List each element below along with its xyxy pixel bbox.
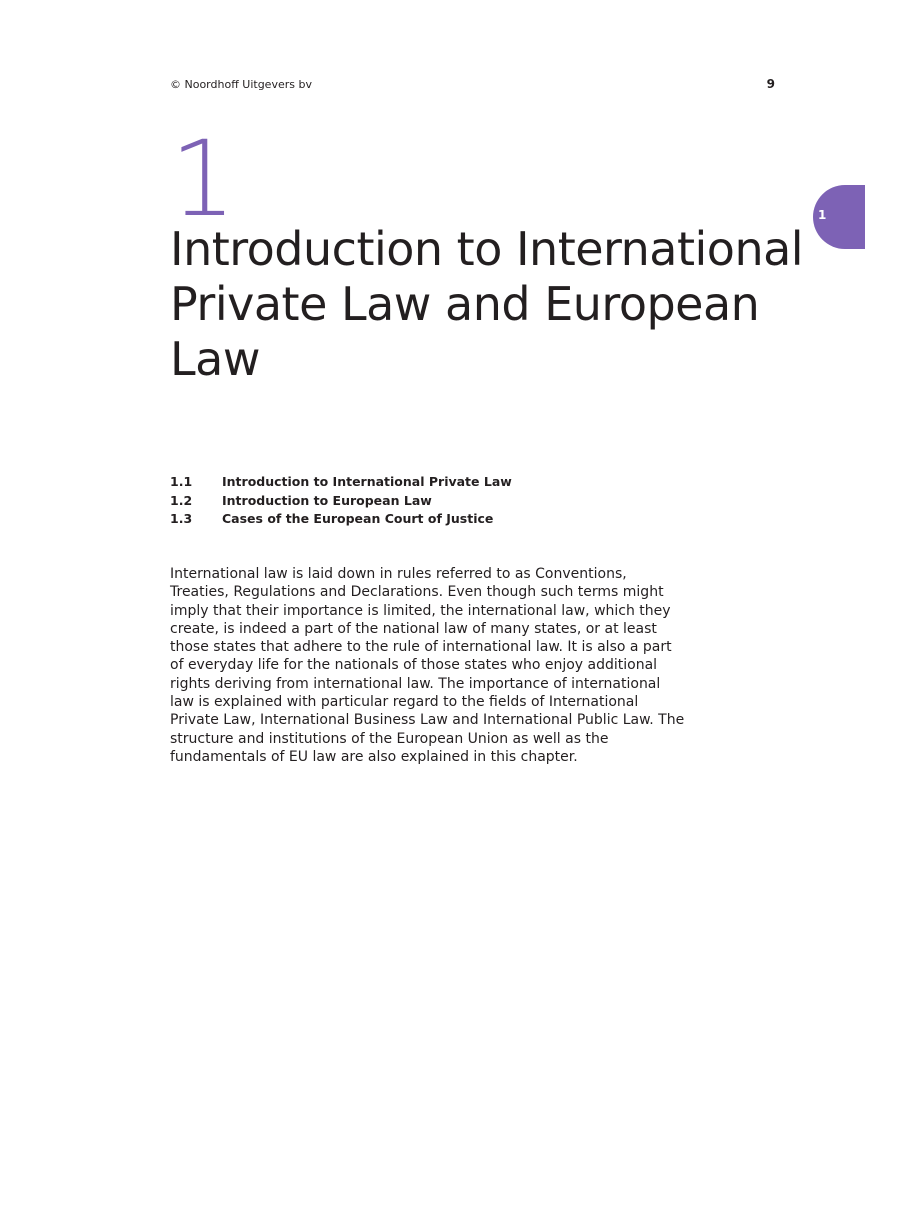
toc-item-number: 1.3 (170, 511, 193, 526)
chapter-number: 1 (170, 118, 233, 240)
toc-item (170, 473, 512, 492)
toc-item-title: Cases of the European Court of Justice (222, 511, 494, 526)
intro-paragraph: International law is laid down in rules referred to as Conventions, Treaties, Regulations and Declarations. Even though such terms might imply that their importance is limited, the international law, which they create, is indeed a part of the national law of many states, or at least those states that adhere to the rule of international law. It is also a part of everyday life for the nationals of those states who enjoy additional rights deriving from international law. The importance of international law is explained with particular regard to the fields of International Private Law, International Business Law and International Public Law. The structure and institutions of the European Union as well as the fundamentals of EU law are also explained in this chapter. (170, 566, 685, 765)
page-number: 9 (766, 77, 775, 91)
toc-item (170, 492, 512, 511)
toc-item (170, 510, 512, 529)
chapter-thumb-tab (813, 185, 865, 249)
toc-item-number: 1.2 (170, 492, 193, 508)
publisher-credit: © Noordhoff Uitgevers bv (170, 78, 312, 91)
toc-item-title: Introduction to International Private Law (222, 474, 512, 489)
chapter-contents-list (170, 473, 512, 529)
toc-item-title: Introduction to European Law (222, 492, 432, 508)
toc-item-number: 1.1 (170, 474, 193, 489)
chapter-title: Introduction to International Private Law and European Law (170, 222, 804, 386)
chapter-tab-label: 1 (818, 208, 827, 222)
